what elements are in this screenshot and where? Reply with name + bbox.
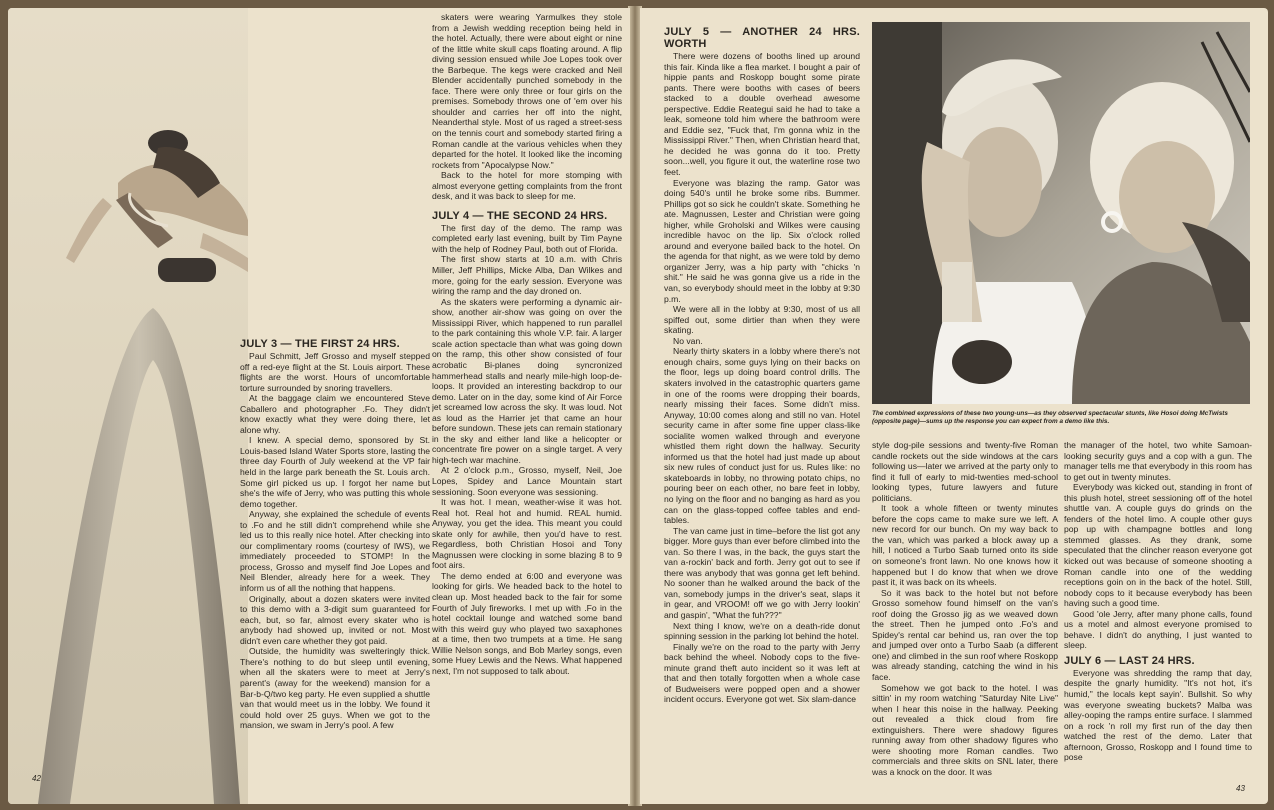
paragraph: There were dozens of booths lined up around this fair. Kinda like a flea market. I bought a pair of hippie pants and Roskopp bought some pirate pants. There were booths with cases of beers stacked to a double overhead awesome perspective. Eddie Reategui said he had to take a leak, someone told him where the bathroom were and Eddie sez, "Fuck that, I'm gonna whiz in the Mississippi River." Then, when Christian heard that, he decided he was gonna do it too. Pretty soon...well, you figure it out, the waterline rose two feet. [664,51,860,178]
page-number-left: 42 [32,774,41,783]
paragraph: Paul Schmitt, Jeff Grosso and myself stepped off a red-eye flight at the St. Louis airport. These flights are the worst. Hours of uncomfortable torture surrounded by snoring travellers. [240,351,430,393]
paragraph: Everybody was kicked out, standing in front of this plush hotel, street sessioning off of the hotel shuttle van. A couple guys do grinds on the fenders of the hotel limo. A couple other guys pop up with champagne bottles and long stemmed glasses. As they drank, some speculated that the clincher reason everyone got kicked out was because of someone shooting a Roman candle into one of the wedding receptions goin on in the back of the hotel. Still, nobody cops to it because everybody has been having such a good time. [1064,482,1252,609]
left-page [8,8,630,804]
paragraph: Finally we're on the road to the party with Jerry back behind the wheel. Nobody cops to the five-minute grand theft auto incident so it was left at that and then totally forgotten when a whole case of Budweisers were popped open and a shower incident occurs. Everyone got wet. Six slam-dance [664,641,860,705]
paragraph: It was hot. I mean, weather-wise it was hot. Real hot. Real hot and humid. REAL humid. Anyway, you get the idea. This meant you could skate only for awhile, then you'd have to rest. Regardless, both Christian Hosoi and Tony Magnussen were clocking in some blazing 8 to 9 foot airs. [432,497,622,571]
paragraph: skaters were wearing Yarmulkes they stole from a Jewish wedding reception being held in the hotel. Actually, there were about eight or nine of the little white skull caps floating around. A flip diving session ensued while Joe Lopes took over the Barbeque. The kegs were cracked and Neil Blender accidentally punched somebody in the face. There were only three or four girls on the premises. Somebody throws one of 'em over his shoulder and carries her off into the night, Neanderthal style. Most of us raged a street-sess on the tennis court and somebody started firing a Roman candle at the various vehicles when they departed for the hotel. It looked like the incoming rockets from "Apocalypse Now." [432,12,622,170]
spectators-photo [872,22,1250,404]
page-number-right: 43 [1236,784,1245,793]
paragraph: Anyway, she explained the schedule of events to .Fo and he still didn't comprehend while she led us to this really nice hotel. After checking into our complimentary rooms (courtesy of IWS), we immediately proceeded to STOMP! In the process, Grosso and myself find Joe Lopes and Neil Blender, already here for a week. They inform us of all the nothing that happens. [240,509,430,594]
paragraph: At 2 o'clock p.m., Grosso, myself, Neil, Joe Lopes, Spidey and Lance Mountain start sessioning. Soon everyone was sessioning. [432,465,622,497]
paragraph: The demo ended at 6:00 and everyone was looking for girls. We headed back to the hotel to clean up. Most headed back to the fair for some Fourth of July fireworks. I met up with .Fo in the hotel cocktail lounge and watched some band with this weird guy who played two saxaphones at a time, then two trumpets at a time. He sang Willie Nelson songs, and Bob Marley songs, even some Huey Lewis and the News. What happened next, I'm not supposed to talk about. [432,570,622,676]
article-column-right-1 [664,26,860,784]
photo-caption: The combined expressions of these two young-uns—as they observed spectacular stunts, like Hosoi doing McTwists (opposite page)—sums up the response you can expect from a demo like this. [872,410,1228,425]
paragraph: As the skaters were performing a dynamic air-show, another air-show was going on over the Mississippi River, which happened to run parallel to the park containing this whole V.P. fair. A larger scale action spectacle than what was going down on the ramp, this other show consisted of four acrobatic Bi-planes doing syncronized hammerhead stalls and nearly mile-high loop-de-loops. It provided an interesting backdrop to our demo. Later on in the day, some kind of Air Force jet screamed low across the sky. It was loud. Not as loud as the Harrier jet that came an hour before sundown. These jets can remain stationary in the sky and either land like a helicopter or concentrate fire power on a single target. A very high-tech war machine. [432,296,622,465]
paragraph: So it was back to the hotel but not before Grosso somehow found himself on the van's roof doing the Grosso jig as we weaved down the street. Then he jumped onto .Fo's and Spidey's rental car behind us, ran over the top and jumped over onto a Turbo Saab (a different one) and climbed in the sun roof where Roskopp was already standing, catching the wind in his face. [872,587,1058,683]
paragraph: Next thing I know, we're on a death-ride donut spinning session in the parking lot behind the hotel. [664,620,860,642]
section-heading-july-3: JULY 3 — THE FIRST 24 HRS. [240,338,400,350]
paragraph: Somehow we got back to the hotel. I was sittin' in my room watching "Saturday Nite Live" when I hear this noise in the hallway. Peeking out revealed a thick cloud from fire extinguishers. There were shadowy figures running away from other shadowy figures who were shooting more Roman candles. Two commercials and three skits on SNL later, there was a knock on the door. It was [872,682,1058,777]
paragraph: No van. [673,335,703,346]
paragraph: Nearly thirty skaters in a lobby where there's not enough chairs, some guys lying on their backs on the floor, legs up doing board control drills. The skaters involved in the catastrophic quarters game in one of the rooms were dropping their boards, nearly missing their faces. Some didn't miss. Anyway, 10:00 comes along and still no van. Hotel security came in after some fine upper class-like socialite women walked through and everyone whistled them right down the hallway. Security informed us that the hotel had just made up about six new rules of conduct just for us. Rules like: no skateboards in lobby, no throwing potato chips, no pouring beer on each other, no bare feet in lobby, no lying on the floor and no banging as hard as you can on the glass-topped coffee tables and end-tables. [664,346,860,526]
paragraph: The van came just in time–before the list got any bigger. More guys than ever before climbed into the van. So there I was, in the back, the guys start the van a-rockin' back and forth. Jerry got out to see if there was anybody that was gonna get left behind. No sooner than he walked around the back of the van, somebody jumps in the driver's seat, slaps it in gear, and VROOM! off we go with Jerry lookin' and gaspin', "What the fuh???" [664,525,860,620]
skater-arch-photo [8,8,248,804]
paragraph: the manager of the hotel, two white Samoan-looking security guys and a cop with a gun. The manager tells me that everybody in this room has to get out in twenty minutes. [1064,440,1252,482]
paragraph: We were all in the lobby at 9:30, most of us all spiffed out, some dirtier than when they were skating. [664,304,860,336]
paragraph: Everyone was shredding the ramp that day, despite the gnarly humidity. "It's not hot, it's humid," the locals kept sayin'. Bullshit. So why was everyone sweating buckets? Malba was alley-ooping the ramps entire surface. I slammed on a rock 'n roll my first run of the day then watched the rest of the demo. Later that afternoon, Grosso, Roskopp and I found time to pose [1064,667,1252,763]
paragraph: Originally, about a dozen skaters were invited to this demo with a 3-digit sum guaranteed for each, but, so far, almost every skater who is anybody had showed up, invited or not. Most didn't even care whether they got paid. [240,593,430,646]
article-column-left-1 [240,338,430,783]
article-column-left-2 [432,12,622,784]
paragraph: At the baggage claim we encountered Steve Caballero and photographer .Fo. They didn't know exactly what they were doing there, let alone why. [240,393,430,435]
paragraph: style dog-pile sessions and twenty-five Roman candle rockets out the side windows at the cars following us—later we arrived at the party only to find it full of early to mid-twenties med-school looking types, future lawyers and future politicians. [872,440,1058,503]
section-heading-july-4: JULY 4 — THE SECOND 24 HRS. [432,209,608,222]
paragraph: Everyone was blazing the ramp. Gator was doing 540's until he broke some ribs. Bummer. Phillips got so sick he couldn't skate. Something he ate. Magnussen, Lester and Christian were going higher, while Groholski and Wilkes were causing incredible havoc on the lip. Six o'clock rolled around and everyone bailed back to the hotel. On the agenda for that night, as we were told by demo organizer Jerry, was a hip party with "chicks 'n shit." He said he was gonna give us a ride in the van, so everybody should meet in the lobby at 9:30 p.m. [664,177,860,304]
section-heading-july-5: JULY 5 — ANOTHER 24 HRS. WORTH [664,26,860,50]
article-column-right-2 [872,440,1058,784]
paragraph: Outside, the humidity was swelteringly thick. There's nothing to do but sleep until evening, when all the skaters were to meet at Jerry's parent's (away for the weekend) mansion for a Bar-b-Q/two keg party. He even supplied a shuttle van that would meet us in the lobby. We found it could hold over 25 guys. When we got to the mansion, we swam in Jerry's pool. A few [240,646,430,731]
right-page [640,8,1268,804]
paragraph: I knew. A special demo, sponsored by St. Louis-based Island Water Sports store, lasting the three day Fourth of July weekend at the VP fair held in the large park beneath the St. Louis arch. Some girl picked us up. I forgot her name but she's the wife of Jerry, who was putting this whole demo together. [240,435,430,509]
paragraph: Back to the hotel for more stomping with almost everyone getting complaints from the front desk, and it was back to sleep for me. [432,170,622,202]
paragraph: The first day of the demo. The ramp was completed early last evening, built by Tim Payne with the help of Rodney Paul, both out of Florida. [432,222,622,254]
article-column-right-3 [1064,440,1252,784]
paragraph: It took a whole fifteen or twenty minutes before the cops came to make sure we left. A new record for our bunch. On my way back to the van, which was parked a block away up a hill, I noticed a Turbo Saab turned onto its side on someone's front lawn. No one knows how it happened but I do know that when we drove past it, it was back on its wheels. [872,503,1058,588]
paragraph: The first show starts at 10 a.m. with Chris Miller, Jeff Phillips, Micke Alba, Dan Wilkes and more, going for the early session. Everyone was wiring the ramp and the day droned on. [432,254,622,297]
section-heading-july-6: JULY 6 — LAST 24 HRS. [1064,654,1195,667]
paragraph: Good 'ole Jerry, after many phone calls, found us a motel and almost everyone promised to behave. I didn't do anything, I just wanted to sleep. [1064,608,1252,651]
